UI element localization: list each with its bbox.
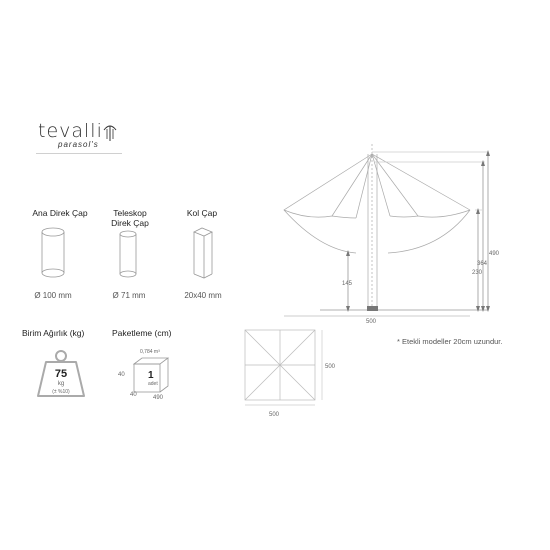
pole-height-label: 230: [472, 270, 483, 276]
packaging-count-unit: adet: [148, 381, 158, 387]
arm-profile-icon: [188, 226, 218, 282]
main-pole-label: Ana Direk Çap: [32, 208, 88, 218]
arm-label: Kol Çap: [186, 208, 218, 218]
main-pole-cylinder-icon: [35, 225, 71, 283]
weight-tolerance: (± %10): [52, 389, 70, 395]
canopy-edge-height-label: 364: [477, 261, 488, 267]
top-width-label: 500: [269, 412, 280, 418]
weight-label: Birim Ağırlık (kg): [22, 328, 85, 338]
packaging-length: 490: [153, 395, 164, 401]
telescope-pole-value: Ø 71 mm: [112, 291, 146, 300]
main-pole-value: Ø 100 mm: [34, 291, 72, 300]
packaging-volume: 0,784 m³: [140, 349, 160, 355]
side-width-label: 500: [366, 319, 377, 325]
umbrella-logo-icon: [103, 122, 117, 142]
telescope-pole-label-line2: Direk Çap: [111, 218, 149, 228]
top-depth-label: 500: [325, 364, 336, 370]
note-text: * Etekli modeller 20cm uzundur.: [397, 337, 503, 346]
clearance-label: 145: [342, 281, 353, 287]
telescope-pole-cylinder-icon: [112, 228, 144, 283]
telescope-pole-label-line1: Teleskop: [113, 208, 147, 218]
packaging-height: 40: [118, 372, 125, 378]
weight-unit: kg: [57, 381, 65, 387]
umbrella-side-view: [270, 140, 505, 330]
total-height-label: 490: [489, 251, 500, 257]
arm-value: 20x40 mm: [184, 291, 222, 300]
logo-divider: [36, 153, 122, 154]
packaging-count: 1: [148, 370, 154, 381]
brand-logo: tevalli: [38, 120, 103, 142]
brand-tagline: parasol's: [58, 140, 99, 149]
packaging-depth: 40: [130, 392, 137, 398]
umbrella-top-view: [240, 328, 330, 410]
weight-value: 75: [54, 368, 68, 380]
telescope-pole-label: [100, 208, 160, 228]
packaging-label: Paketleme (cm): [112, 328, 172, 338]
